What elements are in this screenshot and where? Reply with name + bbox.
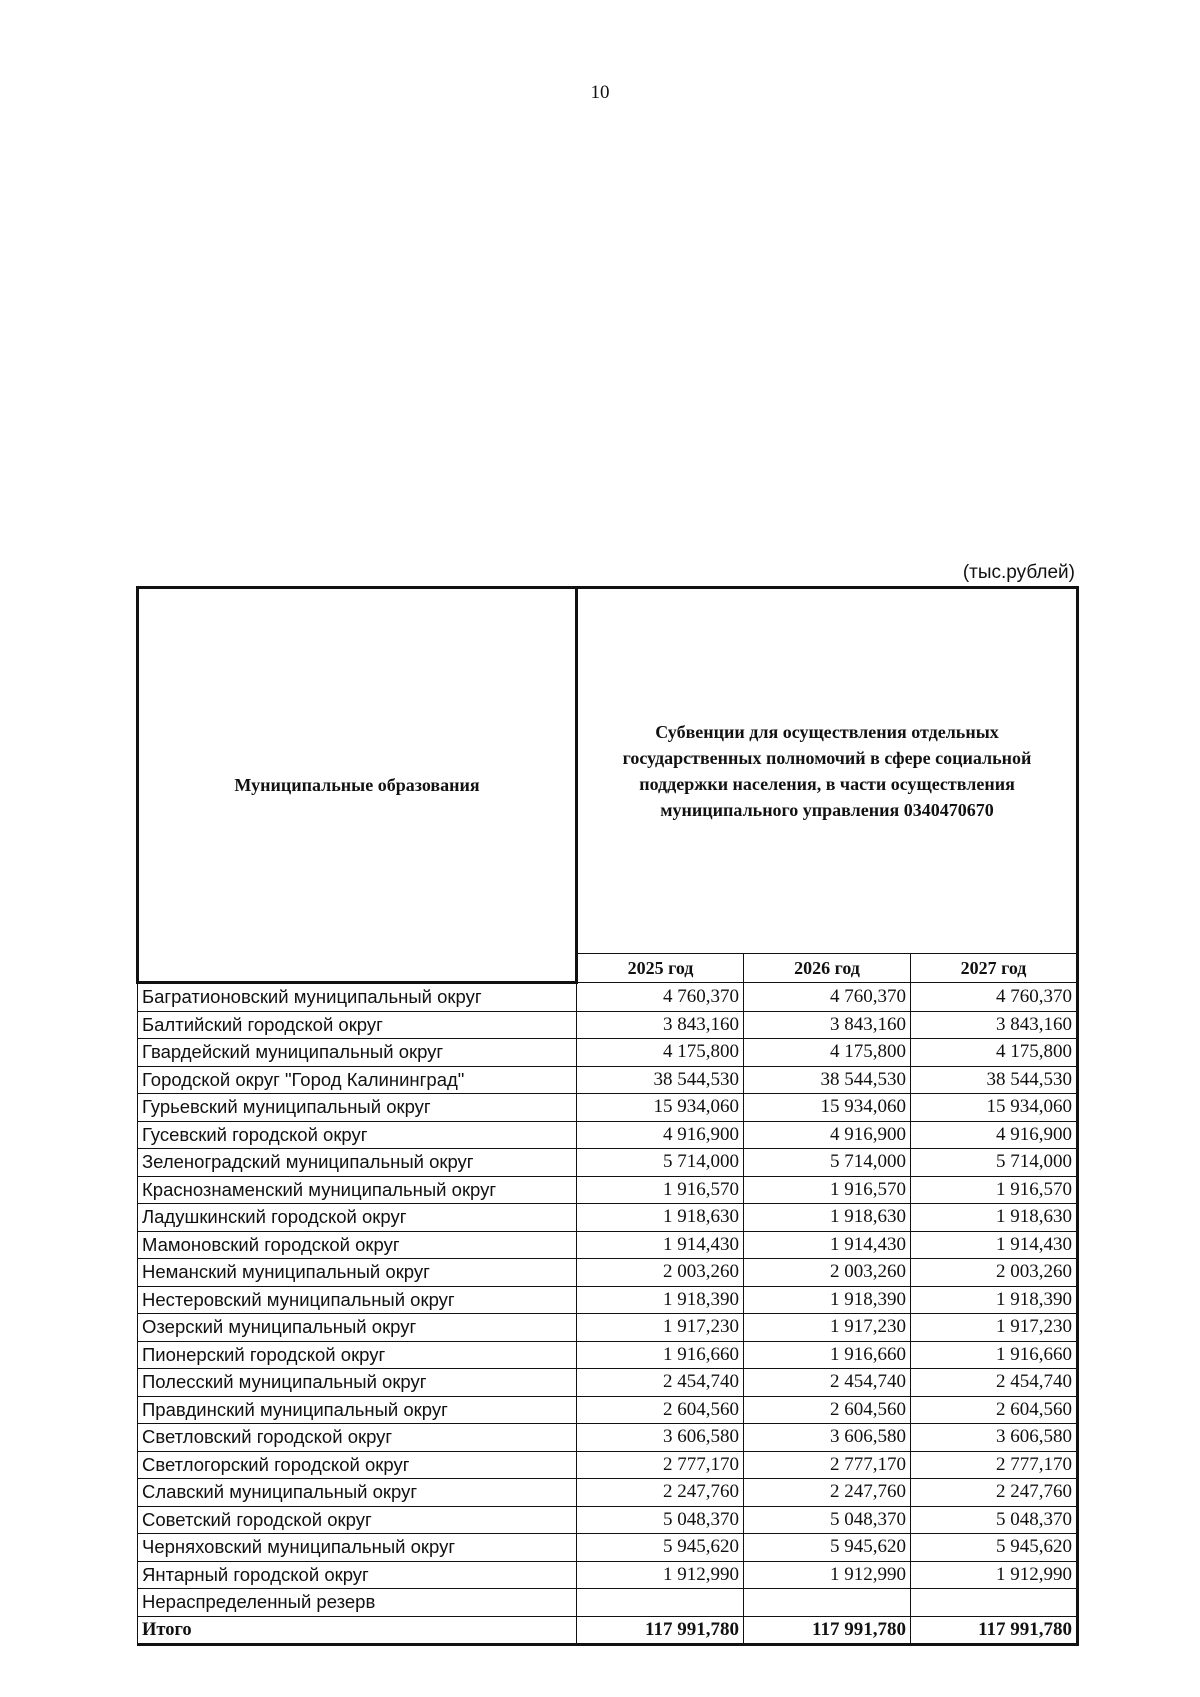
value-2025: 1 916,570 bbox=[577, 1176, 744, 1204]
value-2027 bbox=[911, 1589, 1078, 1617]
value-2027: 1 916,660 bbox=[911, 1341, 1078, 1369]
table-row bbox=[138, 1121, 1078, 1149]
value-2026: 2 454,740 bbox=[744, 1369, 911, 1397]
value-2025: 2 003,260 bbox=[577, 1259, 744, 1287]
table-row bbox=[138, 1231, 1078, 1259]
value-2025: 1 912,990 bbox=[577, 1561, 744, 1589]
municipality-name: Зеленоградский муниципальный округ bbox=[138, 1149, 577, 1177]
value-2025: 1 918,390 bbox=[577, 1286, 744, 1314]
municipality-name: Гусевский городской округ bbox=[138, 1121, 577, 1149]
value-2026: 4 916,900 bbox=[744, 1121, 911, 1149]
table-row bbox=[138, 1286, 1078, 1314]
table-row bbox=[138, 1149, 1078, 1177]
value-2025: 3 843,160 bbox=[577, 1011, 744, 1039]
value-2027: 4 916,900 bbox=[911, 1121, 1078, 1149]
value-2025: 1 917,230 bbox=[577, 1314, 744, 1342]
table-row bbox=[138, 1369, 1078, 1397]
municipality-name: Светлогорский городской округ bbox=[138, 1451, 577, 1479]
value-2026: 1 918,630 bbox=[744, 1204, 911, 1232]
table-row bbox=[138, 1011, 1078, 1039]
value-2027: 2 003,260 bbox=[911, 1259, 1078, 1287]
municipality-name: Краснознаменский муниципальный округ bbox=[138, 1176, 577, 1204]
value-2027: 4 760,370 bbox=[911, 983, 1078, 1012]
subvention-table bbox=[136, 586, 1079, 1646]
value-2027: 117 991,780 bbox=[911, 1616, 1078, 1645]
value-2026: 5 714,000 bbox=[744, 1149, 911, 1177]
value-2027: 3 843,160 bbox=[911, 1011, 1078, 1039]
value-2026: 117 991,780 bbox=[744, 1616, 911, 1645]
table-row bbox=[138, 983, 1078, 1012]
value-2026: 3 843,160 bbox=[744, 1011, 911, 1039]
value-2026: 1 916,570 bbox=[744, 1176, 911, 1204]
municipality-name: Советский городской округ bbox=[138, 1506, 577, 1534]
total-row bbox=[138, 1616, 1078, 1645]
municipality-name: Нераспределенный резерв bbox=[138, 1589, 577, 1617]
value-2025: 2 604,560 bbox=[577, 1396, 744, 1424]
value-2025: 5 945,620 bbox=[577, 1534, 744, 1562]
value-2027: 2 454,740 bbox=[911, 1369, 1078, 1397]
municipality-name: Озерский муниципальный округ bbox=[138, 1314, 577, 1342]
value-2027: 5 714,000 bbox=[911, 1149, 1078, 1177]
table-row bbox=[138, 1561, 1078, 1589]
table-row bbox=[138, 1259, 1078, 1287]
municipality-name: Городской округ "Город Калининград" bbox=[138, 1066, 577, 1094]
municipality-name: Правдинский муниципальный округ bbox=[138, 1396, 577, 1424]
municipality-name: Янтарный городской округ bbox=[138, 1561, 577, 1589]
value-2026: 2 003,260 bbox=[744, 1259, 911, 1287]
value-2026: 4 760,370 bbox=[744, 983, 911, 1012]
value-2027: 1 916,570 bbox=[911, 1176, 1078, 1204]
value-2027: 2 604,560 bbox=[911, 1396, 1078, 1424]
municipality-name: Балтийский городской округ bbox=[138, 1011, 577, 1039]
table-row bbox=[138, 1589, 1078, 1617]
municipality-name: Полесский муниципальный округ bbox=[138, 1369, 577, 1397]
value-2027: 15 934,060 bbox=[911, 1094, 1078, 1122]
value-2025: 5 048,370 bbox=[577, 1506, 744, 1534]
municipality-name: Итого bbox=[138, 1616, 577, 1645]
table-row bbox=[138, 1506, 1078, 1534]
value-2027: 3 606,580 bbox=[911, 1424, 1078, 1452]
value-2025: 117 991,780 bbox=[577, 1616, 744, 1645]
page-number: 10 bbox=[590, 82, 610, 103]
municipality-name: Ладушкинский городской округ bbox=[138, 1204, 577, 1232]
subvention-column-header: Субвенции для осуществления отдельных государственных полномочий в сфере социальной поддержки населения, в части осуществления муниципального управления 0340470670 bbox=[577, 588, 1078, 954]
value-2025: 1 916,660 bbox=[577, 1341, 744, 1369]
value-2025: 15 934,060 bbox=[577, 1094, 744, 1122]
value-2025: 2 777,170 bbox=[577, 1451, 744, 1479]
municipality-column-header: Муниципальные образования bbox=[138, 588, 577, 983]
value-2027: 1 918,630 bbox=[911, 1204, 1078, 1232]
table-row bbox=[138, 1314, 1078, 1342]
value-2026: 1 917,230 bbox=[744, 1314, 911, 1342]
table-row bbox=[138, 1039, 1078, 1067]
value-2027: 1 918,390 bbox=[911, 1286, 1078, 1314]
municipality-name: Нестеровский муниципальный округ bbox=[138, 1286, 577, 1314]
value-2025: 4 916,900 bbox=[577, 1121, 744, 1149]
municipality-name: Багратионовский муниципальный округ bbox=[138, 983, 577, 1012]
value-2027: 5 945,620 bbox=[911, 1534, 1078, 1562]
value-2026: 3 606,580 bbox=[744, 1424, 911, 1452]
value-2026: 5 048,370 bbox=[744, 1506, 911, 1534]
value-2027: 1 914,430 bbox=[911, 1231, 1078, 1259]
value-2025: 4 175,800 bbox=[577, 1039, 744, 1067]
value-2025: 3 606,580 bbox=[577, 1424, 744, 1452]
value-2025 bbox=[577, 1589, 744, 1617]
year-header-2027: 2027 год bbox=[911, 953, 1078, 982]
value-2025: 1 918,630 bbox=[577, 1204, 744, 1232]
table-row bbox=[138, 1479, 1078, 1507]
municipality-name: Славский муниципальный округ bbox=[138, 1479, 577, 1507]
value-2026: 5 945,620 bbox=[744, 1534, 911, 1562]
value-2026: 15 934,060 bbox=[744, 1094, 911, 1122]
value-2026: 1 914,430 bbox=[744, 1231, 911, 1259]
value-2026 bbox=[744, 1589, 911, 1617]
municipality-name: Пионерский городской округ bbox=[138, 1341, 577, 1369]
municipality-name: Черняховский муниципальный округ bbox=[138, 1534, 577, 1562]
value-2025: 2 454,740 bbox=[577, 1369, 744, 1397]
table-row bbox=[138, 1396, 1078, 1424]
value-2026: 2 777,170 bbox=[744, 1451, 911, 1479]
value-2027: 1 917,230 bbox=[911, 1314, 1078, 1342]
value-2027: 5 048,370 bbox=[911, 1506, 1078, 1534]
municipality-name: Неманский муниципальный округ bbox=[138, 1259, 577, 1287]
value-2025: 1 914,430 bbox=[577, 1231, 744, 1259]
value-2026: 38 544,530 bbox=[744, 1066, 911, 1094]
municipality-name: Гвардейский муниципальный округ bbox=[138, 1039, 577, 1067]
table-row bbox=[138, 1176, 1078, 1204]
value-2026: 1 912,990 bbox=[744, 1561, 911, 1589]
table-row bbox=[138, 1451, 1078, 1479]
value-2026: 4 175,800 bbox=[744, 1039, 911, 1067]
value-2025: 4 760,370 bbox=[577, 983, 744, 1012]
table-row bbox=[138, 1094, 1078, 1122]
year-header-2025: 2025 год bbox=[577, 953, 744, 982]
municipality-name: Гурьевский муниципальный округ bbox=[138, 1094, 577, 1122]
value-2027: 1 912,990 bbox=[911, 1561, 1078, 1589]
value-2025: 2 247,760 bbox=[577, 1479, 744, 1507]
municipality-name: Светловский городской округ bbox=[138, 1424, 577, 1452]
value-2026: 1 918,390 bbox=[744, 1286, 911, 1314]
table-row bbox=[138, 1424, 1078, 1452]
table-row bbox=[138, 1204, 1078, 1232]
table-row bbox=[138, 1534, 1078, 1562]
units-label: (тыс.рублей) bbox=[962, 562, 1075, 583]
value-2026: 2 247,760 bbox=[744, 1479, 911, 1507]
table-row bbox=[138, 1066, 1078, 1094]
year-header-2026: 2026 год bbox=[744, 953, 911, 982]
value-2027: 4 175,800 bbox=[911, 1039, 1078, 1067]
value-2025: 5 714,000 bbox=[577, 1149, 744, 1177]
value-2026: 1 916,660 bbox=[744, 1341, 911, 1369]
value-2027: 2 247,760 bbox=[911, 1479, 1078, 1507]
municipality-name: Мамоновский городской округ bbox=[138, 1231, 577, 1259]
value-2025: 38 544,530 bbox=[577, 1066, 744, 1094]
value-2027: 2 777,170 bbox=[911, 1451, 1078, 1479]
value-2026: 2 604,560 bbox=[744, 1396, 911, 1424]
value-2027: 38 544,530 bbox=[911, 1066, 1078, 1094]
table-row bbox=[138, 1341, 1078, 1369]
